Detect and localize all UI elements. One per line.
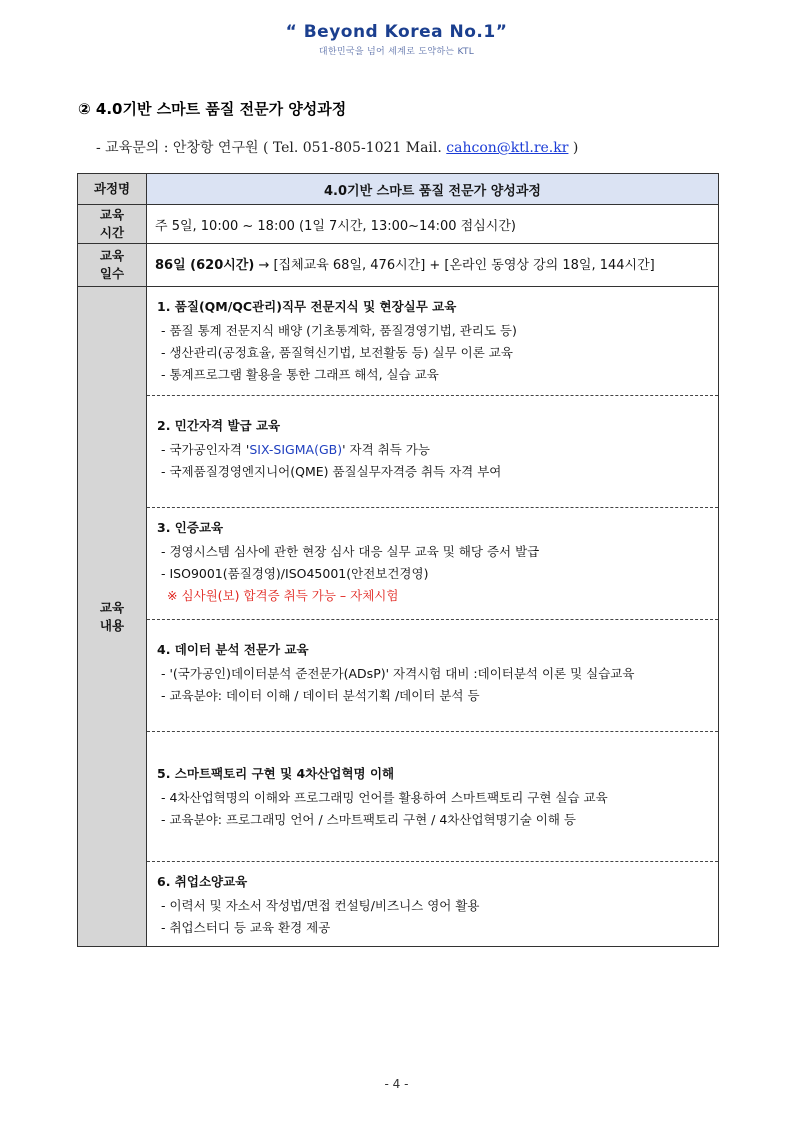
- course-name: 4.0기반 스마트 품질 전문가 양성과정: [147, 174, 719, 205]
- days-total: 86일 (620시간): [155, 257, 255, 273]
- block-list: [157, 787, 710, 831]
- days-label: [78, 244, 147, 287]
- list-item: - 교육분야: 프로그래밍 언어 / 스마트팩토리 구현 / 4차산업혁명기술 이해 등: [161, 812, 577, 827]
- content-block-6: [147, 862, 718, 946]
- block-list: [157, 439, 710, 483]
- course-name-row: [78, 174, 719, 205]
- days-breakdown: → [집체교육 68일, 476시간] + [온라인 동영상 강의 18일, 144시간]: [254, 257, 655, 273]
- list-item: - 경영시스템 심사에 관한 현장 심사 대응 실무 교육 및 해당 증서 발급: [161, 544, 540, 559]
- list-item: - 교육분야: 데이터 이해 / 데이터 분석기획 /데이터 분석 등: [161, 688, 480, 703]
- block-title: 3. 인증교육: [157, 520, 224, 535]
- content-cell: [147, 287, 719, 947]
- six-sigma-highlight: SIX-SIGMA(GB): [249, 442, 343, 457]
- list-item: - 이력서 및 자소서 작성법/면접 컨설팅/비즈니스 영어 활용: [161, 898, 480, 913]
- block-list: [157, 320, 710, 386]
- content-block-2: [147, 396, 718, 508]
- auditor-note: ※ 심사원(보) 합격증 취득 가능 – 자체시험: [167, 588, 399, 603]
- page-number: - 4 -: [384, 1077, 409, 1091]
- list-item: - 생산관리(공정효율, 품질혁신기법, 보전활동 등) 실무 이론 교육: [161, 345, 513, 360]
- block-list: [157, 895, 710, 939]
- item-prefix: - 국가공인자격 ': [161, 442, 250, 457]
- period-row: [78, 205, 719, 244]
- page-header: [0, 22, 793, 57]
- content-block-1: [147, 287, 718, 396]
- block-title: 1. 품질(QM/QC관리)직무 전문지식 및 현장실무 교육: [157, 299, 457, 314]
- list-item: [157, 439, 710, 461]
- block-title: 4. 데이터 분석 전문가 교육: [157, 642, 309, 657]
- period-label: [78, 205, 147, 244]
- contact-suffix: ): [568, 140, 579, 156]
- days-label-text: 교육 일수: [99, 248, 125, 281]
- block-list: [157, 663, 710, 707]
- content-block-4: [147, 620, 718, 732]
- slogan: “ Beyond Korea No.1”: [285, 22, 508, 42]
- contact-prefix: - 교육문의 : 안창항 연구원 ( Tel. 051-805-1021 Mail.: [96, 140, 447, 156]
- block-title: 6. 취업소양교육: [157, 874, 248, 889]
- days-value: [147, 244, 719, 287]
- list-item: - 취업스터디 등 교육 환경 제공: [161, 920, 331, 935]
- days-row: [78, 244, 719, 287]
- content-label-text: 교육 내용: [99, 599, 125, 633]
- period-value: 주 5일, 10:00 ~ 18:00 (1일 7시간, 13:00~14:00 점심시간): [147, 205, 719, 244]
- list-item: - '(국가공인)데이터분석 준전문가(ADsP)' 자격시험 대비 :데이터분석 이론 및 실습교육: [161, 666, 635, 681]
- content-label: [78, 287, 147, 947]
- section-title: ② 4.0기반 스마트 품질 전문가 양성과정: [78, 100, 347, 118]
- list-item: - 품질 통계 전문지식 배양 (기초통계학, 품질경영기법, 관리도 등): [161, 323, 517, 338]
- list-item: - 4차산업혁명의 이해와 프로그래밍 언어를 활용하여 스마트팩토리 구현 실습 교육: [161, 790, 608, 805]
- slogan-subtitle: 대한민국을 넘어 세계로 도약하는 KTL: [318, 47, 475, 57]
- block-list: [157, 541, 710, 607]
- course-table: [77, 173, 719, 947]
- contact-email-link[interactable]: cahcon@ktl.re.kr: [446, 140, 569, 156]
- course-label: 과정명: [78, 174, 147, 205]
- content-block-3: [147, 508, 718, 620]
- list-item: - 통계프로그램 활용을 통한 그래프 해석, 실습 교육: [161, 367, 439, 382]
- block-title: 2. 민간자격 발급 교육: [157, 418, 281, 433]
- list-item: - ISO9001(품질경영)/ISO45001(안전보건경영): [161, 566, 429, 581]
- period-label-text: 교육 시간: [99, 207, 125, 240]
- content-block-5: [147, 732, 718, 862]
- block-title: 5. 스마트팩토리 구현 및 4차산업혁명 이해: [157, 766, 395, 781]
- content-row: [78, 287, 719, 947]
- item-suffix: ' 자격 취득 가능: [342, 442, 430, 457]
- contact-line: [96, 137, 578, 157]
- list-item: - 국제품질경영엔지니어(QME) 품질실무자격증 취득 자격 부여: [161, 464, 502, 479]
